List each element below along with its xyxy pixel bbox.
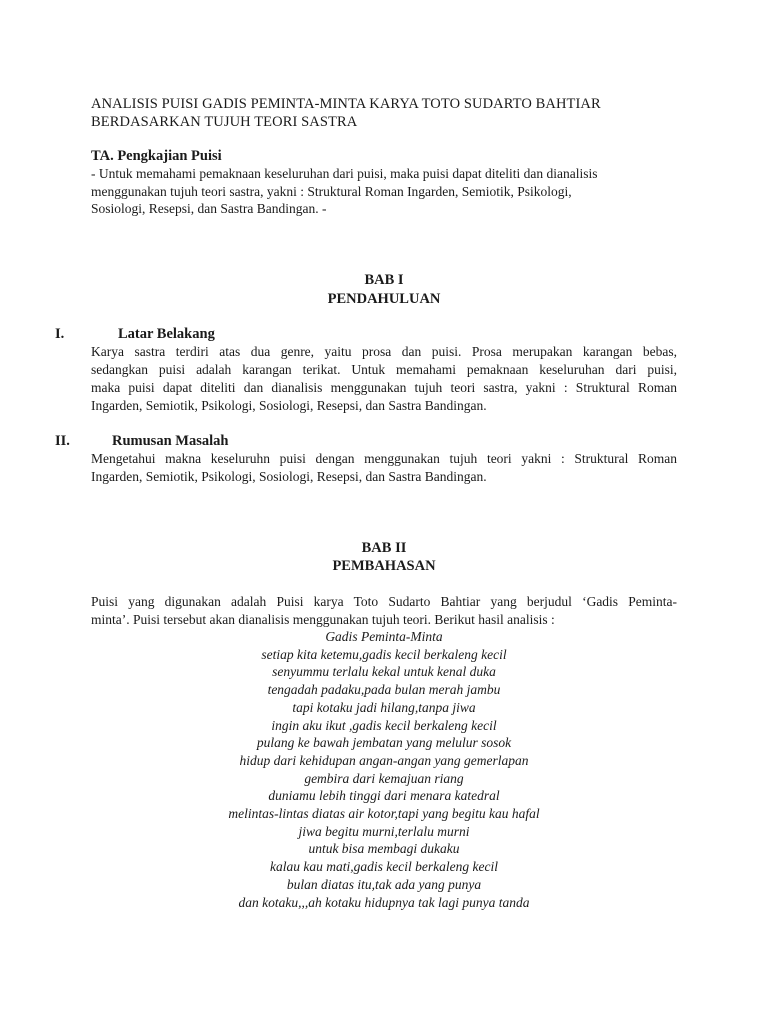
bab2-intro-paragraph [91, 593, 677, 629]
poem-line: senyummu terlalu kekal untuk kenal duka [272, 664, 496, 680]
poem-line: untuk bisa membagi dukaku [308, 841, 460, 857]
title-line-2: BERDASARKAN TUJUH TEORI SASTRA [91, 114, 358, 130]
bab1-title: PENDAHULUAN [327, 291, 441, 307]
poem-title: Gadis Peminta-Minta [325, 629, 443, 644]
paragraph-line: maka puisi dapat diteliti dan dianalisis menggunakan tujuh teori sastra, yakni : Struktural Roman [91, 380, 677, 395]
poem-line: melintas-lintas diatas air kotor,tapi yang begitu kau hafal [228, 806, 540, 822]
poem-line: setiap kita ketemu,gadis kecil berkaleng kecil [261, 646, 507, 662]
bab2-title: PEMBAHASAN [332, 558, 436, 574]
poem-line: ingin aku ikut ,gadis kecil berkaleng kecil [271, 717, 497, 733]
poem-line: hidup dari kehidupan angan-angan yang gemerlapan [239, 752, 529, 768]
bab2-label: BAB II [361, 540, 407, 556]
ta-line: - Untuk memahami pemaknaan keseluruhan dari puisi, maka puisi dapat diteliti dan dianalisis [91, 166, 598, 181]
paragraph-line: Puisi yang digunakan adalah Puisi karya Toto Sudarto Bahtiar yang berjudul ‘Gadis Peminta- [91, 594, 677, 609]
poem-line: duniamu lebih tinggi dari menara katedral [268, 788, 500, 804]
poem-line: jiwa begitu murni,terlalu murni [298, 823, 470, 839]
ta-paragraph [91, 165, 681, 218]
paragraph-line: Mengetahui makna keseluruhn puisi dengan menggunakan tujuh teori yakni : Struktural Roman [91, 451, 677, 466]
ta-heading: TA. Pengkajian Puisi [91, 148, 222, 164]
poem-line: dan kotaku,,,ah kotaku hidupnya tak lagi punya tanda [238, 894, 530, 910]
document-title [91, 95, 691, 131]
paragraph-line: Ingarden, Semiotik, Psikologi, Sosiologi, Resepsi, dan Sastra Bandingan. [91, 469, 487, 484]
poem-line: pulang ke bawah jembatan yang melulur sosok [256, 735, 512, 751]
section-2-number: II. [55, 433, 70, 449]
poem-line: bulan diatas itu,tak ada yang punya [286, 876, 482, 892]
paragraph-line: sedangkan puisi adalah karangan terikat. Untuk memahami pemaknaan keseluruhan dari puisi, [91, 362, 677, 377]
ta-line: menggunakan tujuh teori sastra, yakni : Struktural Roman Ingarden, Semiotik, Psikologi, [91, 183, 572, 199]
section-2-heading: Rumusan Masalah [112, 433, 229, 449]
bab1-label: BAB I [364, 272, 404, 288]
paragraph-line: minta’. Puisi tersebut akan dianalisis menggunakan tujuh teori. Berikut hasil analisis : [91, 612, 555, 627]
paragraph-line: Ingarden, Semiotik, Psikologi, Sosiologi, Resepsi, dan Sastra Bandingan. [91, 398, 487, 413]
section-1-paragraph [91, 343, 677, 415]
poem-line: tapi kotaku jadi hilang,tanpa jiwa [292, 699, 476, 715]
section-1-number: I. [55, 326, 65, 342]
poem [0, 628, 768, 911]
section-1-heading: Latar Belakang [118, 326, 215, 342]
poem-line: tengadah padaku,pada bulan merah jambu [267, 682, 501, 698]
ta-line: Sosiologi, Resepsi, dan Sastra Bandingan. - [91, 201, 327, 216]
poem-line: kalau kau mati,gadis kecil berkaleng kecil [270, 859, 498, 875]
poem-line: gembira dari kemajuan riang [304, 770, 464, 786]
paragraph-line: Karya sastra terdiri atas dua genre, yaitu prosa dan puisi. Prosa merupakan karangan bebas, [91, 344, 677, 359]
section-2-paragraph [91, 450, 677, 486]
title-line-1: ANALISIS PUISI GADIS PEMINTA-MINTA KARYA TOTO SUDARTO BAHTIAR [91, 96, 601, 112]
